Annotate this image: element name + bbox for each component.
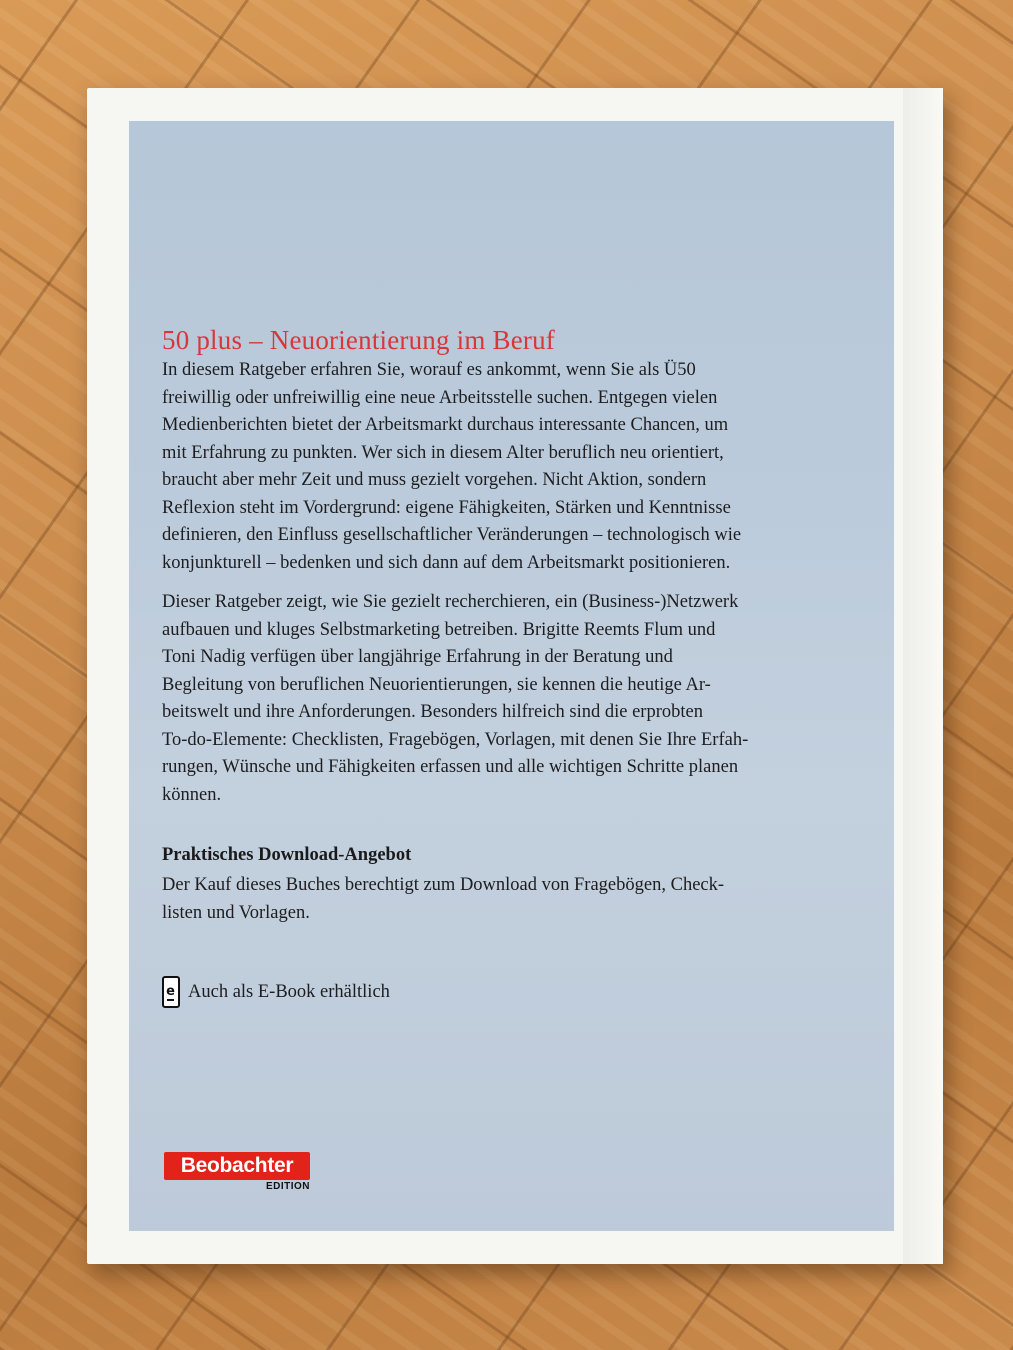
ebook-notice: [162, 972, 390, 1012]
publisher-logo: [164, 1152, 314, 1198]
download-text: Der Kauf dieses Buches berechtigt zum Download von Fragebögen, Check- listen und Vorlagen.: [162, 875, 725, 923]
ebook-label: Auch als E-Book erhältlich: [188, 981, 390, 1002]
publisher-name: Beobachter: [180, 1154, 294, 1177]
download-heading: Praktisches Download-Angebot: [162, 845, 412, 865]
book-title: 50 plus – Neuorientierung im Beruf: [162, 325, 555, 355]
e-book-icon: [162, 976, 180, 1008]
blurb-paragraph-1: In diesem Ratgeber erfahren Sie, worauf es ankommt, wenn Sie als Ü50 freiwillig oder unfreiwillig eine neue Arbeitsstelle suchen. Entgegen vielen Medienberichten bietet der Arbeitsmarkt durchaus interessante Chancen, um mit Erfahrung zu punkten. Wer sich in diesem Alter beruflich neu orientiert, braucht aber mehr Zeit und muss gezielt vorgehen. Nicht Aktion, sondern Reflexion steht im Vordergrund: eigene Fähigkeiten, Stärken und Kenntnisse definieren, den Einfluss gesellschaftlicher Veränderungen – technologisch wie konjunkturell – bedenken und sich dann auf dem Arbeitsmarkt positionieren.: [162, 360, 742, 573]
publisher-logo-box: [164, 1152, 310, 1180]
svg-text:e: e: [166, 984, 175, 999]
publisher-edition: EDITION: [265, 1181, 310, 1192]
book-back-cover: [87, 88, 943, 1264]
blurb-panel: [129, 121, 894, 1231]
blurb-paragraph-2: Dieser Ratgeber zeigt, wie Sie gezielt recherchieren, ein (Business-)Netzwerk aufbauen und kluges Selbstmarketing betreiben. Brigitte Reemts Flum und Toni Nadig verfügen über langjährige Erfahrung in der Beratung und Begleitung von beruflichen Neuorientierungen, sie kennen die heutige Ar- beitswelt und ihre Anforderungen. Besonders hilfreich sind die erprobten To-do-Elemente: Checklisten, Fragebögen, Vorlagen, mit denen Sie Ihre Erfah- rungen, Wünsche und Fähigkeiten erfassen und alle wichtigen Schritte planen können.: [162, 592, 749, 805]
book-edge: [903, 88, 943, 1264]
